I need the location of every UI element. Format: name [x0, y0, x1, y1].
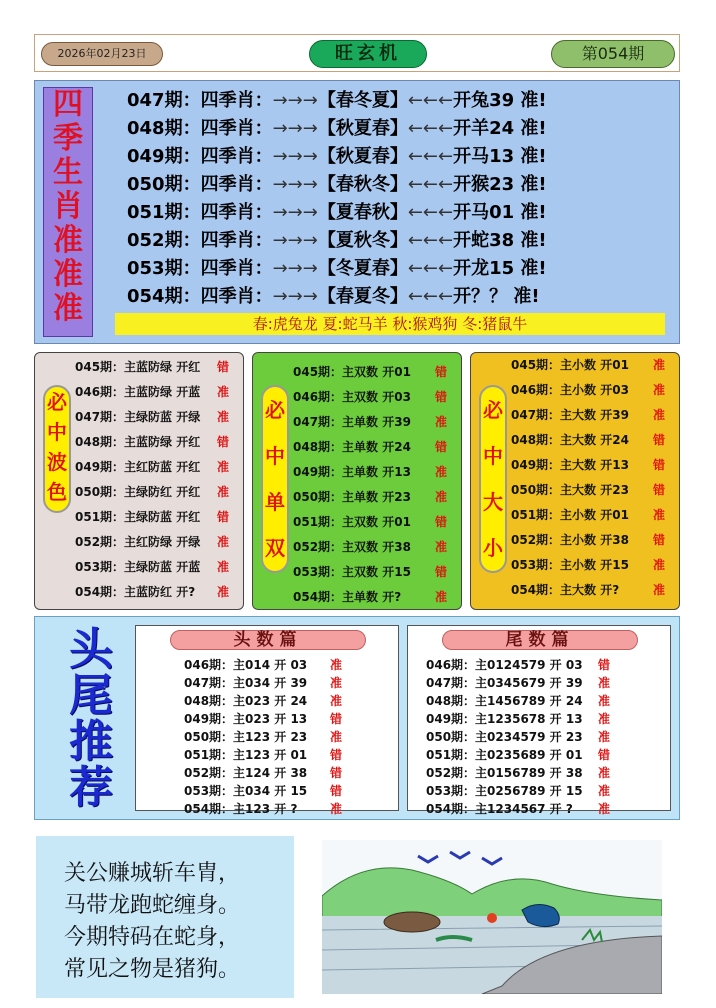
- list-item: [184, 746, 434, 764]
- row-text: 054期：主1234567 开 ?: [426, 802, 573, 816]
- result-mark: 准: [598, 766, 611, 780]
- zodiac-label: 四季肖：: [200, 146, 273, 167]
- row-text: 048期：主023 开 24: [184, 694, 308, 708]
- result-mark: 错: [435, 565, 448, 579]
- badge-char: 中: [483, 444, 503, 468]
- list-item: [184, 710, 434, 728]
- row-text: 050期：主123 开 23: [184, 730, 308, 744]
- result-mark: 错: [598, 748, 611, 762]
- zodiac-seasons: 【夏秋冬】: [317, 230, 408, 251]
- row-text: 052期：主红防绿 开绿: [75, 535, 201, 549]
- list-item: [426, 656, 676, 674]
- zodiac-mark: 准!: [520, 90, 547, 111]
- row-text: 052期：主124 开 38: [184, 766, 308, 780]
- arrow-left-icon: ←←←: [407, 258, 454, 279]
- badge-char: 必: [47, 390, 67, 414]
- list-item: [293, 535, 461, 560]
- list-item: [184, 782, 434, 800]
- badge-char: 中: [47, 420, 67, 444]
- result-mark: 准: [435, 540, 448, 554]
- title-char: 准: [53, 257, 83, 292]
- zodiac-row: [127, 143, 647, 171]
- zodiac-label: 四季肖：: [200, 118, 273, 139]
- zodiac-seasons: 【春冬夏】: [317, 90, 408, 111]
- badge-char: 中: [265, 444, 285, 468]
- row-text: 045期：主蓝防绿 开红: [75, 360, 201, 374]
- zodiac-row: [127, 283, 647, 311]
- issue-number: 第054期: [551, 40, 675, 68]
- title-char: 推: [69, 716, 113, 767]
- row-text: 050期：主大数 开23: [511, 483, 629, 497]
- row-text: 051期：主绿防蓝 开红: [75, 510, 201, 524]
- row-text: 046期：主双数 开03: [293, 390, 411, 404]
- zodiac-seasons: 【夏春秋】: [317, 202, 408, 223]
- list-item: [511, 553, 679, 578]
- list-item: [426, 782, 676, 800]
- result-mark: 准: [217, 385, 230, 399]
- zodiac-seasons: 【秋夏春】: [317, 146, 408, 167]
- arrow-right-icon: →→→: [272, 146, 318, 167]
- zodiac-seasons: 【春秋冬】: [317, 174, 408, 195]
- arrow-left-icon: ←←←: [407, 230, 454, 251]
- season-legend: 春:虎兔龙 夏:蛇马羊 秋:猴鸡狗 冬:猪鼠牛: [115, 313, 665, 335]
- list-item: [293, 410, 461, 435]
- row-text: 047期：主034 开 39: [184, 676, 308, 690]
- row-text: 052期：主小数 开38: [511, 533, 629, 547]
- list-item: [75, 405, 243, 430]
- badge-char: 大: [483, 490, 503, 514]
- tail-panel-title: 尾数篇: [442, 630, 638, 650]
- result-mark: 准: [217, 560, 230, 574]
- zodiac-vertical-title: [43, 87, 93, 337]
- result-mark: 准: [217, 535, 230, 549]
- arrow-right-icon: →→→: [272, 90, 318, 111]
- result-mark: 错: [217, 360, 230, 374]
- zodiac-seasons: 【冬夏春】: [317, 258, 408, 279]
- row-text: 048期：主单数 开24: [293, 440, 411, 454]
- list-item: [184, 692, 434, 710]
- result-mark: 错: [330, 712, 343, 726]
- list-item: [511, 528, 679, 553]
- list-item: [426, 764, 676, 782]
- page-title: 旺玄机: [309, 40, 427, 68]
- result-mark: 准: [435, 415, 448, 429]
- row-text: 051期：主123 开 01: [184, 748, 308, 762]
- head-panel-title: 头数篇: [170, 630, 366, 650]
- zodiac-result: 开？？: [453, 286, 508, 307]
- result-mark: 准: [598, 784, 611, 798]
- row-text: 053期：主034 开 15: [184, 784, 308, 798]
- row-text: 047期：主大数 开39: [511, 408, 629, 422]
- row-text: 047期：主绿防蓝 开绿: [75, 410, 201, 424]
- row-text: 048期：主1456789 开 24: [426, 694, 583, 708]
- result-mark: 错: [653, 533, 666, 547]
- wave-color-box: [34, 352, 244, 610]
- result-mark: 准: [653, 583, 666, 597]
- zodiac-label: 四季肖：: [200, 286, 273, 307]
- zodiac-period: 051期：: [127, 202, 201, 223]
- zodiac-label: 四季肖：: [200, 90, 273, 111]
- result-mark: 错: [653, 458, 666, 472]
- zodiac-result: 开羊24: [453, 118, 515, 139]
- zodiac-label: 四季肖：: [200, 230, 273, 251]
- result-mark: 错: [653, 433, 666, 447]
- badge-char: 单: [265, 490, 285, 514]
- result-mark: 错: [217, 435, 230, 449]
- result-mark: 准: [598, 676, 611, 690]
- list-item: [293, 585, 461, 610]
- row-text: 047期：主0345679 开 39: [426, 676, 583, 690]
- arrow-left-icon: ←←←: [407, 174, 454, 195]
- result-mark: 准: [330, 694, 343, 708]
- poem-line: 马带龙跑蛇缠身。: [64, 893, 241, 918]
- title-char: 准: [53, 291, 83, 326]
- zodiac-row: [127, 255, 647, 283]
- zodiac-seasons: 【春夏冬】: [317, 286, 408, 307]
- landscape-illustration: [322, 840, 662, 994]
- arrow-left-icon: ←←←: [407, 146, 454, 167]
- list-item: [184, 764, 434, 782]
- row-text: 053期：主0256789 开 15: [426, 784, 583, 798]
- row-text: 049期：主单数 开13: [293, 465, 411, 479]
- row-text: 053期：主双数 开15: [293, 565, 411, 579]
- row-text: 051期：主双数 开01: [293, 515, 411, 529]
- result-mark: 准: [653, 508, 666, 522]
- row-text: 046期：主蓝防绿 开蓝: [75, 385, 201, 399]
- zodiac-mark: 准!: [520, 118, 547, 139]
- wave-badge: [43, 385, 71, 513]
- badge-char: 波: [47, 450, 67, 474]
- zodiac-mark: 准!: [520, 174, 547, 195]
- title-char: 荐: [69, 762, 113, 813]
- badge-char: 小: [483, 536, 503, 560]
- result-mark: 准: [330, 658, 343, 672]
- list-item: [293, 560, 461, 585]
- result-mark: 准: [330, 676, 343, 690]
- result-mark: 错: [217, 510, 230, 524]
- row-text: 051期：主小数 开01: [511, 508, 629, 522]
- zodiac-result: 开蛇38: [453, 230, 515, 251]
- result-mark: 准: [598, 694, 611, 708]
- zodiac-section: [34, 80, 680, 344]
- list-item: [293, 435, 461, 460]
- result-mark: 准: [217, 410, 230, 424]
- zodiac-mark: 准!: [520, 230, 547, 251]
- list-item: [426, 710, 676, 728]
- badge-char: 色: [47, 480, 67, 504]
- result-mark: 准: [598, 730, 611, 744]
- list-item: [511, 578, 679, 603]
- poem-line: 常见之物是猪狗。: [64, 957, 241, 982]
- zodiac-result: 开马01: [453, 202, 515, 223]
- zodiac-period: 048期：: [127, 118, 201, 139]
- list-item: [75, 430, 243, 455]
- zodiac-result: 开马13: [453, 146, 515, 167]
- title-char: 尾: [69, 670, 113, 721]
- head-number-panel: [135, 625, 399, 816]
- zodiac-period: 052期：: [127, 230, 201, 251]
- row-text: 045期：主双数 开01: [293, 365, 411, 379]
- zodiac-seasons: 【秋夏春】: [317, 118, 408, 139]
- row-text: 052期：主双数 开38: [293, 540, 411, 554]
- list-item: [511, 403, 679, 428]
- list-item: [293, 385, 461, 410]
- list-item: [184, 728, 434, 746]
- zodiac-result: 开猴23: [453, 174, 515, 195]
- list-item: [511, 453, 679, 478]
- list-item: [426, 728, 676, 746]
- oddeven-badge: [261, 385, 289, 573]
- row-text: 054期：主单数 开?: [293, 590, 402, 604]
- poem-line: 关公赚城斩车胄，: [64, 861, 241, 886]
- list-item: [511, 378, 679, 403]
- list-item: [75, 530, 243, 555]
- row-text: 052期：主0156789 开 38: [426, 766, 583, 780]
- list-item: [511, 353, 679, 378]
- big-small-box: [470, 352, 680, 610]
- list-item: [293, 360, 461, 385]
- zodiac-period: 053期：: [127, 258, 201, 279]
- result-mark: 错: [330, 766, 343, 780]
- head-tail-vertical-title: [47, 624, 135, 813]
- title-char: 季: [53, 121, 83, 156]
- result-mark: 错: [435, 515, 448, 529]
- result-mark: 准: [598, 802, 611, 816]
- result-mark: 准: [217, 460, 230, 474]
- row-text: 051期：主0235689 开 01: [426, 748, 583, 762]
- zodiac-row: [127, 115, 647, 143]
- arrow-left-icon: ←←←: [407, 202, 454, 223]
- zodiac-mark: 准!: [513, 286, 540, 307]
- badge-char: 双: [265, 536, 285, 560]
- result-mark: 错: [653, 483, 666, 497]
- row-text: 049期：主1235678 开 13: [426, 712, 583, 726]
- zodiac-result: 开兔39: [453, 90, 515, 111]
- list-item: [75, 580, 243, 605]
- zodiac-mark: 准!: [520, 258, 547, 279]
- head-tail-section: [34, 616, 680, 820]
- zodiac-row: [127, 87, 647, 115]
- arrow-left-icon: ←←←: [407, 118, 454, 139]
- row-text: 048期：主大数 开24: [511, 433, 629, 447]
- row-text: 046期：主小数 开03: [511, 383, 629, 397]
- list-item: [511, 478, 679, 503]
- title-char: 生: [53, 155, 83, 190]
- zodiac-period: 050期：: [127, 174, 201, 195]
- zodiac-row: [127, 227, 647, 255]
- result-mark: 准: [435, 465, 448, 479]
- poem-line: 今期特码在蛇身，: [64, 925, 241, 950]
- bigsmall-badge: [479, 385, 507, 573]
- poem-box: [36, 836, 294, 998]
- list-item: [426, 800, 676, 818]
- zodiac-mark: 准!: [520, 146, 547, 167]
- result-mark: 准: [330, 802, 343, 816]
- list-item: [511, 503, 679, 528]
- date-label: 2026年02月23日: [41, 42, 163, 66]
- list-item: [75, 555, 243, 580]
- list-item: [426, 746, 676, 764]
- title-char: 四: [53, 87, 83, 122]
- row-text: 046期：主014 开 03: [184, 658, 308, 672]
- zodiac-mark: 准!: [520, 202, 547, 223]
- list-item: [75, 380, 243, 405]
- list-item: [293, 485, 461, 510]
- row-text: 049期：主大数 开13: [511, 458, 629, 472]
- zodiac-period: 054期：: [127, 286, 201, 307]
- list-item: [75, 505, 243, 530]
- list-item: [184, 656, 434, 674]
- title-char: 头: [69, 624, 113, 675]
- result-mark: 错: [435, 390, 448, 404]
- list-item: [184, 674, 434, 692]
- zodiac-label: 四季肖：: [200, 258, 273, 279]
- list-item: [426, 692, 676, 710]
- zodiac-label: 四季肖：: [200, 202, 273, 223]
- row-text: 048期：主蓝防绿 开红: [75, 435, 201, 449]
- row-text: 054期：主123 开 ?: [184, 802, 298, 816]
- badge-char: 必: [265, 398, 285, 422]
- arrow-left-icon: ←←←: [407, 286, 454, 307]
- list-item: [511, 428, 679, 453]
- row-text: 045期：主小数 开01: [511, 358, 629, 372]
- arrow-right-icon: →→→: [272, 174, 318, 195]
- arrow-right-icon: →→→: [272, 286, 318, 307]
- zodiac-result: 开龙15: [453, 258, 515, 279]
- result-mark: 准: [330, 730, 343, 744]
- result-mark: 错: [435, 365, 448, 379]
- row-text: 053期：主绿防蓝 开蓝: [75, 560, 201, 574]
- row-text: 050期：主0234579 开 23: [426, 730, 583, 744]
- arrow-left-icon: ←←←: [407, 90, 454, 111]
- result-mark: 准: [653, 383, 666, 397]
- result-mark: 准: [435, 490, 448, 504]
- zodiac-period: 049期：: [127, 146, 201, 167]
- list-item: [75, 455, 243, 480]
- result-mark: 错: [330, 748, 343, 762]
- zodiac-row: [127, 199, 647, 227]
- zodiac-period: 047期：: [127, 90, 201, 111]
- list-item: [75, 355, 243, 380]
- result-mark: 准: [653, 358, 666, 372]
- result-mark: 错: [435, 440, 448, 454]
- zodiac-label: 四季肖：: [200, 174, 273, 195]
- result-mark: 准: [435, 590, 448, 604]
- list-item: [75, 480, 243, 505]
- result-mark: 错: [330, 784, 343, 798]
- badge-char: 必: [483, 398, 503, 422]
- result-mark: 准: [598, 712, 611, 726]
- result-mark: 准: [217, 485, 230, 499]
- list-item: [293, 510, 461, 535]
- result-mark: 准: [653, 408, 666, 422]
- odd-even-box: [252, 352, 462, 610]
- arrow-right-icon: →→→: [272, 202, 318, 223]
- row-text: 054期：主蓝防红 开?: [75, 585, 196, 599]
- list-item: [184, 800, 434, 818]
- row-text: 049期：主红防蓝 开红: [75, 460, 201, 474]
- result-mark: 准: [653, 558, 666, 572]
- title-char: 肖: [53, 189, 83, 224]
- result-mark: 错: [598, 658, 611, 672]
- arrow-right-icon: →→→: [272, 230, 318, 251]
- row-text: 047期：主单数 开39: [293, 415, 411, 429]
- arrow-right-icon: →→→: [272, 118, 318, 139]
- title-char: 准: [53, 223, 83, 258]
- header-bar: [34, 34, 680, 72]
- row-text: 046期：主0124579 开 03: [426, 658, 583, 672]
- row-text: 053期：主小数 开15: [511, 558, 629, 572]
- result-mark: 准: [217, 585, 230, 599]
- arrow-right-icon: →→→: [272, 258, 318, 279]
- zodiac-row: [127, 171, 647, 199]
- row-text: 049期：主023 开 13: [184, 712, 308, 726]
- list-item: [293, 460, 461, 485]
- row-text: 054期：主大数 开?: [511, 583, 620, 597]
- row-text: 050期：主单数 开23: [293, 490, 411, 504]
- list-item: [426, 674, 676, 692]
- row-text: 050期：主绿防红 开红: [75, 485, 201, 499]
- tail-number-panel: [407, 625, 671, 816]
